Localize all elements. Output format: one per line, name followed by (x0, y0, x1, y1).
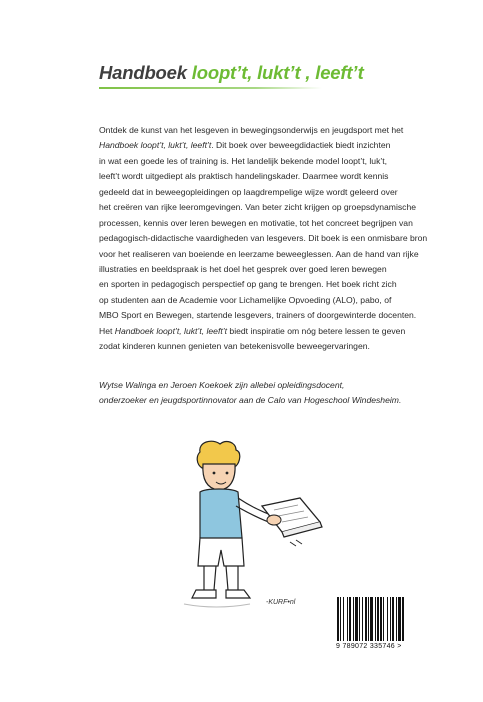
description-line (99, 138, 399, 153)
description-line (99, 169, 399, 184)
description-line (99, 231, 428, 246)
barcode-bar (380, 597, 382, 641)
description-line (99, 247, 419, 262)
book-title (99, 62, 364, 84)
description-line-text: Het (99, 325, 115, 336)
barcode-bar (370, 597, 373, 641)
description-line-text: biedt inspiratie om nóg betere lessen te geven (227, 325, 406, 336)
author-bio-line: Wytse Walinga en Jeroen Koekoek zijn allebei opleidingsdocent, (99, 380, 345, 390)
description-line-text: processen, kennis over leren bewegen en motivatie, tot het concreet begrijpen van (99, 217, 413, 228)
description-line-italic: Handboek loopt’t, lukt’t, leeft’t (99, 140, 212, 151)
barcode-bar (377, 597, 379, 641)
title-underline (99, 87, 322, 89)
barcode-bar (368, 597, 369, 641)
barcode-bar (353, 597, 354, 641)
isbn-number: 9 789072 335746 > (336, 643, 402, 650)
description-line-italic: Handboek loopt’t, lukt’t, leeft’t (114, 325, 228, 336)
description-line-text: en sporten in pedagogisch perspectief op gang te brengen. Het boek richt zich (99, 279, 397, 290)
barcode-bar (347, 597, 348, 641)
description-line (99, 339, 399, 354)
description-line-text: MBO Sport en Bewegen, startende lesgevers, trainers of doorgewinterde docenten. (99, 310, 417, 321)
description-line-text: Ontdek de kunst van het lesgeven in bewegingsonderwijs en jeugdsport met het (99, 125, 404, 135)
description-line-text: gedeeld dat in beweegopleidingen op laagdrempelige wijze wordt geleerd over (99, 186, 398, 197)
barcode-bar (365, 597, 367, 641)
author-bio (99, 378, 401, 407)
description-line (99, 154, 399, 169)
description-line-text: voor het realiseren van boeiende en leerzame beweeglessen. Aan de hand van rijke (99, 248, 419, 259)
barcode-bar (402, 597, 404, 641)
barcode-bar (343, 597, 344, 641)
isbn-barcode (336, 597, 422, 641)
description-line (99, 216, 413, 231)
description-line-text: pedagogisch-didactische vaardigheden van lesgevers. Dit boek is een onmisbare bron (99, 233, 428, 244)
description-line (99, 277, 399, 292)
description-line-text: in wat een goede les of training is. Het landelijk bekende model loopt’t, luk’t, (99, 155, 388, 166)
description-line (99, 308, 417, 323)
description-line (99, 324, 406, 339)
description-line-text: . Dit boek over beweegdidactiek biedt inzichten (211, 140, 391, 151)
description-line (99, 123, 404, 138)
description-line-text: op studenten aan de Academie voor Lichamelijke Opvoeding (ALO), pabo, of (99, 294, 392, 305)
description-line (99, 293, 399, 308)
book-title-part1: Handboek (99, 62, 187, 83)
description-text (99, 123, 428, 355)
description-line (99, 200, 417, 215)
description-line (99, 262, 399, 277)
barcode-bar (387, 597, 388, 641)
barcode-bar (355, 597, 358, 641)
description-line-text: het creëren van rijke leeromgevingen. Van beter zicht krijgen op groepsdynamische (99, 202, 417, 213)
barcode-bar (349, 597, 351, 641)
barcode-bar (375, 597, 376, 641)
author-bio-line: onderzoeker en jeugdsportinnovator aan de Calo van Hogeschool Windesheim. (99, 394, 402, 405)
description-line-text: leeft’t wordt uitgediept als praktisch handelingskader. Daarmee wordt kennis (99, 171, 389, 182)
description-line (99, 185, 399, 200)
barcode-bar (340, 597, 341, 641)
barcode-bar (337, 597, 339, 641)
barcode-bar (383, 597, 384, 641)
description-line-text: zodat kinderen kunnen genieten van betekenisvolle beweegervaringen. (99, 341, 370, 352)
barcode-bar (396, 597, 397, 641)
barcode-bar (362, 597, 363, 641)
barcode-bar (359, 597, 360, 641)
barcode-bar (392, 597, 394, 641)
description-line-text: illustraties en beeldspraak is het doel het gesprek over goed leren bewegen (99, 263, 387, 274)
boy-with-book-illustration (170, 440, 330, 615)
barcode-bar (398, 597, 401, 641)
barcode-bar (390, 597, 391, 641)
illustrator-signature: -KURF•nl (266, 599, 296, 606)
book-title-part2: loopt’t, lukt’t , leeft’t (191, 62, 364, 83)
